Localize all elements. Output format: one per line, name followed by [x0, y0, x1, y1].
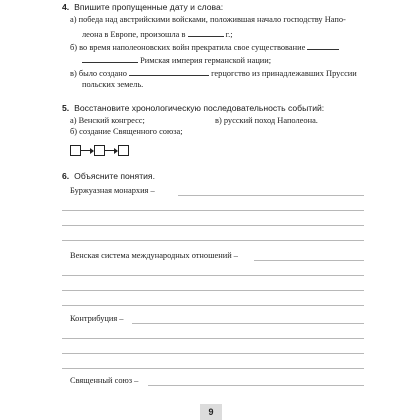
- answer-line[interactable]: [62, 353, 364, 354]
- answer-line[interactable]: [62, 338, 364, 339]
- task-6-heading: [62, 171, 155, 181]
- term-bourgeois-monarchy: Буржуазная монархия –: [70, 186, 155, 195]
- task-5-event-v: в) русский поход Наполеона.: [215, 116, 318, 125]
- sequence-arrow-2: [105, 150, 117, 151]
- task-4-item-c-suffix: герцогство из принадлежавших Пруссии: [211, 69, 357, 78]
- answer-line[interactable]: [62, 368, 364, 369]
- answer-line[interactable]: [132, 323, 364, 324]
- empire-blank-1[interactable]: [307, 41, 339, 50]
- task-4-item-b-text: б) во время наполеоновских войн прекратила свое существование: [70, 43, 306, 52]
- date-blank[interactable]: [188, 28, 224, 37]
- answer-line[interactable]: [62, 275, 364, 276]
- task-4-heading: [62, 2, 223, 12]
- task-4-item-c-line-2: польских земель.: [82, 80, 144, 89]
- task-6-title: Объясните понятия.: [74, 171, 155, 181]
- task-4-item-a-line-2: [82, 28, 233, 39]
- task-4-item-a-line-1: а) победа над австрийскими войсками, положившая начало господству Напо-: [70, 15, 346, 24]
- page-number: 9: [200, 404, 222, 420]
- answer-line[interactable]: [62, 290, 364, 291]
- task-4-item-b-line-2: [82, 54, 271, 65]
- task-4-item-c-text: в) было создано: [70, 69, 127, 78]
- term-contribution: Контрибуция –: [70, 314, 124, 323]
- task-4-title: Впишите пропущенные дату и слова:: [74, 2, 224, 12]
- answer-line[interactable]: [62, 225, 364, 226]
- sequence-box-1[interactable]: [70, 145, 81, 156]
- task-5-number: 5.: [62, 103, 70, 113]
- sequence-box-3[interactable]: [118, 145, 129, 156]
- sequence-box-2[interactable]: [94, 145, 105, 156]
- task-4-item-a-suffix: г.;: [225, 30, 233, 39]
- answer-line[interactable]: [148, 385, 364, 386]
- task-4-item-b-suffix: Римская империя германской нации;: [140, 56, 272, 65]
- task-4-item-b-line-1: [70, 41, 339, 52]
- task-5-event-a: а) Венский конгресс;: [70, 116, 145, 125]
- empire-blank-2[interactable]: [82, 54, 138, 63]
- answer-line[interactable]: [62, 240, 364, 241]
- task-4-item-c-line-1: [70, 67, 357, 78]
- term-vienna-system: Венская система международных отношений –: [70, 251, 238, 260]
- task-5-event-b: б) создание Священного союза;: [70, 127, 183, 136]
- duchy-blank[interactable]: [129, 67, 209, 76]
- answer-line[interactable]: [178, 195, 364, 196]
- task-5-heading: [62, 103, 324, 113]
- task-6-number: 6.: [62, 171, 70, 181]
- term-holy-alliance: Священный союз –: [70, 376, 139, 385]
- task-5-title: Восстановите хронологическую последовательность событий:: [74, 103, 325, 113]
- answer-line[interactable]: [254, 260, 364, 261]
- sequence-arrow-1: [81, 150, 93, 151]
- answer-line[interactable]: [62, 305, 364, 306]
- task-4-number: 4.: [62, 2, 70, 12]
- answer-line[interactable]: [62, 210, 364, 211]
- task-4-item-a-text: леона в Европе, произошла в: [82, 30, 186, 39]
